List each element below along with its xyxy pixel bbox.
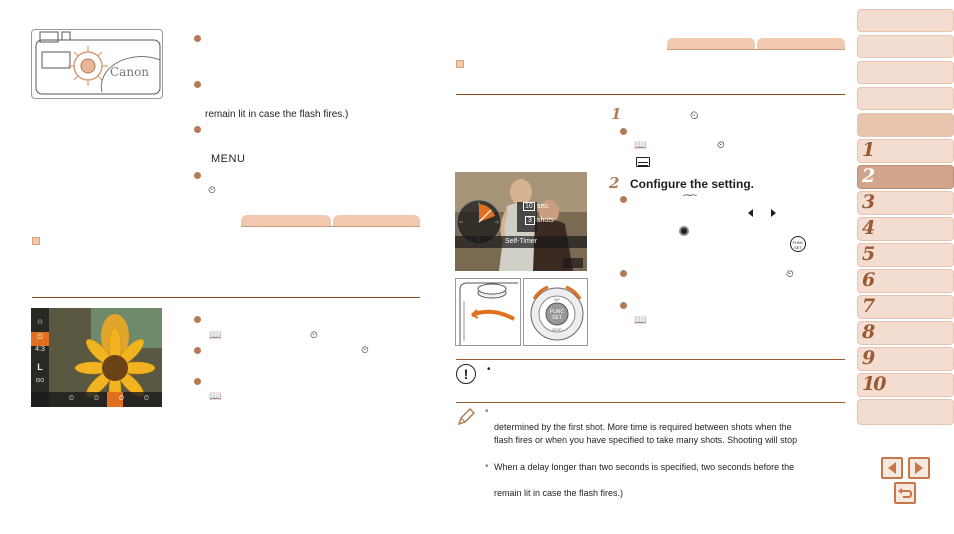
self-timer-icon: ⏲: [361, 345, 369, 356]
chapter-number: 6: [862, 269, 876, 291]
lcd-sec-unit: sec.: [537, 203, 550, 210]
func-icon: ⊙: [37, 318, 43, 326]
chapter-number: 7: [862, 295, 876, 317]
func-bottom-icon: ⏲: [118, 394, 125, 402]
bullet: [194, 35, 201, 42]
section-tab: [667, 38, 755, 49]
func-set-menu-icon: [636, 157, 650, 167]
caution-bottom-rule: [456, 402, 845, 403]
right-arrow-icon: [771, 209, 776, 217]
note-bullet: •: [485, 406, 489, 417]
camera-top-illustration: [455, 278, 521, 346]
svg-text:Canon: Canon: [110, 65, 150, 79]
book-reference-icon: 📖: [209, 330, 222, 341]
self-timer-icon: ⏲: [310, 330, 318, 341]
caution-icon: !: [456, 364, 476, 384]
self-timer-lcd-screenshot: [455, 172, 587, 271]
chapter-number: 4: [862, 217, 876, 239]
caution-bullet: •: [487, 364, 491, 375]
chapter-number: 2: [862, 165, 876, 187]
func-menu-bottom-icons: [59, 394, 159, 403]
next-page-button[interactable]: [908, 457, 930, 479]
svg-text:SET: SET: [552, 315, 562, 321]
svg-text:MF: MF: [554, 297, 560, 302]
bullet: [194, 126, 201, 133]
bullet: [620, 128, 627, 135]
func-icon: ISO: [35, 378, 45, 384]
book-reference-icon: 📖: [634, 140, 647, 151]
note-pencil-icon: [455, 406, 477, 433]
func-icon: ⏲: [36, 332, 44, 341]
book-reference-icon: 📖: [209, 391, 222, 402]
flash-lamp-text: remain lit in case the flash fires.): [205, 109, 349, 120]
step-1-number: 1: [611, 105, 622, 123]
func-icon: L: [37, 362, 43, 372]
func-bottom-icon: ⏲: [143, 394, 150, 402]
func-icon: 4:3: [35, 346, 45, 353]
section-tab: [757, 38, 845, 49]
bullet: [194, 172, 201, 179]
func-bottom-icon: ⏲: [93, 394, 100, 402]
tab-underline: [667, 49, 845, 50]
menu-button-label: MENU: [211, 153, 246, 165]
bullet: [194, 316, 201, 323]
func-menu-left-icons: [31, 318, 49, 392]
bullet: [620, 270, 627, 277]
section-tab: [333, 215, 420, 226]
caution-top-rule: [456, 359, 845, 360]
dial-icon: [679, 226, 689, 236]
chapter-number: 5: [862, 243, 876, 265]
chapter-number: 10: [862, 373, 885, 395]
bullet: [194, 347, 201, 354]
return-button[interactable]: [894, 482, 916, 504]
book-reference-icon: 📖: [634, 315, 647, 326]
section-marker: [456, 60, 464, 68]
left-arrow-icon: [888, 462, 896, 474]
chapter-number: 3: [862, 191, 876, 213]
chapter-number: 1: [862, 139, 876, 161]
camera-illustration: [31, 29, 163, 99]
note-bullet: •: [485, 461, 489, 472]
right-arrow-icon: [915, 462, 923, 474]
note-line: determined by the first shot. More time is required between shots when the: [494, 422, 792, 432]
section-rule: [32, 297, 420, 298]
lcd-sec-value: 10: [525, 203, 533, 210]
bullet: [620, 302, 627, 309]
bullet: [620, 196, 627, 203]
sidebar-tab-basic[interactable]: [857, 87, 954, 110]
left-arrow-icon: [748, 209, 753, 217]
section-rule: [456, 94, 845, 95]
sidebar-tab-index[interactable]: [857, 61, 954, 84]
sidebar-tab-cover[interactable]: [857, 9, 954, 32]
self-timer-custom-icon: ⏲: [208, 185, 216, 196]
step-2-number: 2: [609, 174, 620, 192]
chapter-number: 8: [862, 321, 876, 343]
step-2-title: Configure the setting.: [630, 177, 754, 191]
note-line: When a delay longer than two seconds is specified, two seconds before the: [494, 462, 795, 472]
section-tab: [241, 215, 331, 226]
lcd-mode-label: Self-Timer: [504, 238, 538, 245]
control-dial-icon: ⁀⁀: [683, 196, 696, 206]
self-timer-icon: ⏲: [690, 109, 699, 122]
return-icon: [897, 486, 913, 500]
self-timer-icon: ⏲: [786, 269, 794, 280]
self-timer-icon: ⏲: [717, 140, 725, 151]
sidebar-tab-contents[interactable]: [857, 35, 954, 58]
svg-text:DISP: DISP: [552, 327, 562, 332]
bullet: [194, 378, 201, 385]
section-marker: [32, 237, 40, 245]
func-set-button-icon: FUNC SET: [790, 236, 806, 252]
tab-underline: [241, 226, 420, 227]
control-dial-illustration: [523, 278, 588, 346]
svg-text:FUNC: FUNC: [550, 309, 564, 315]
sidebar-tab-guide[interactable]: [857, 113, 954, 137]
func-bottom-icon: ⏲: [68, 394, 75, 402]
bullet: [194, 81, 201, 88]
sidebar-tab-appendix[interactable]: [857, 399, 954, 425]
note-line: flash fires or when you have specified to take many shots. Shooting will stop: [494, 435, 798, 445]
note-line: remain lit in case the flash fires.): [494, 488, 624, 498]
chapter-number: 9: [862, 347, 876, 369]
lcd-shots-unit: shots: [537, 217, 554, 224]
func-menu-screenshot: [31, 308, 162, 407]
lcd-shots-value: 3: [525, 216, 535, 225]
previous-page-button[interactable]: [881, 457, 903, 479]
